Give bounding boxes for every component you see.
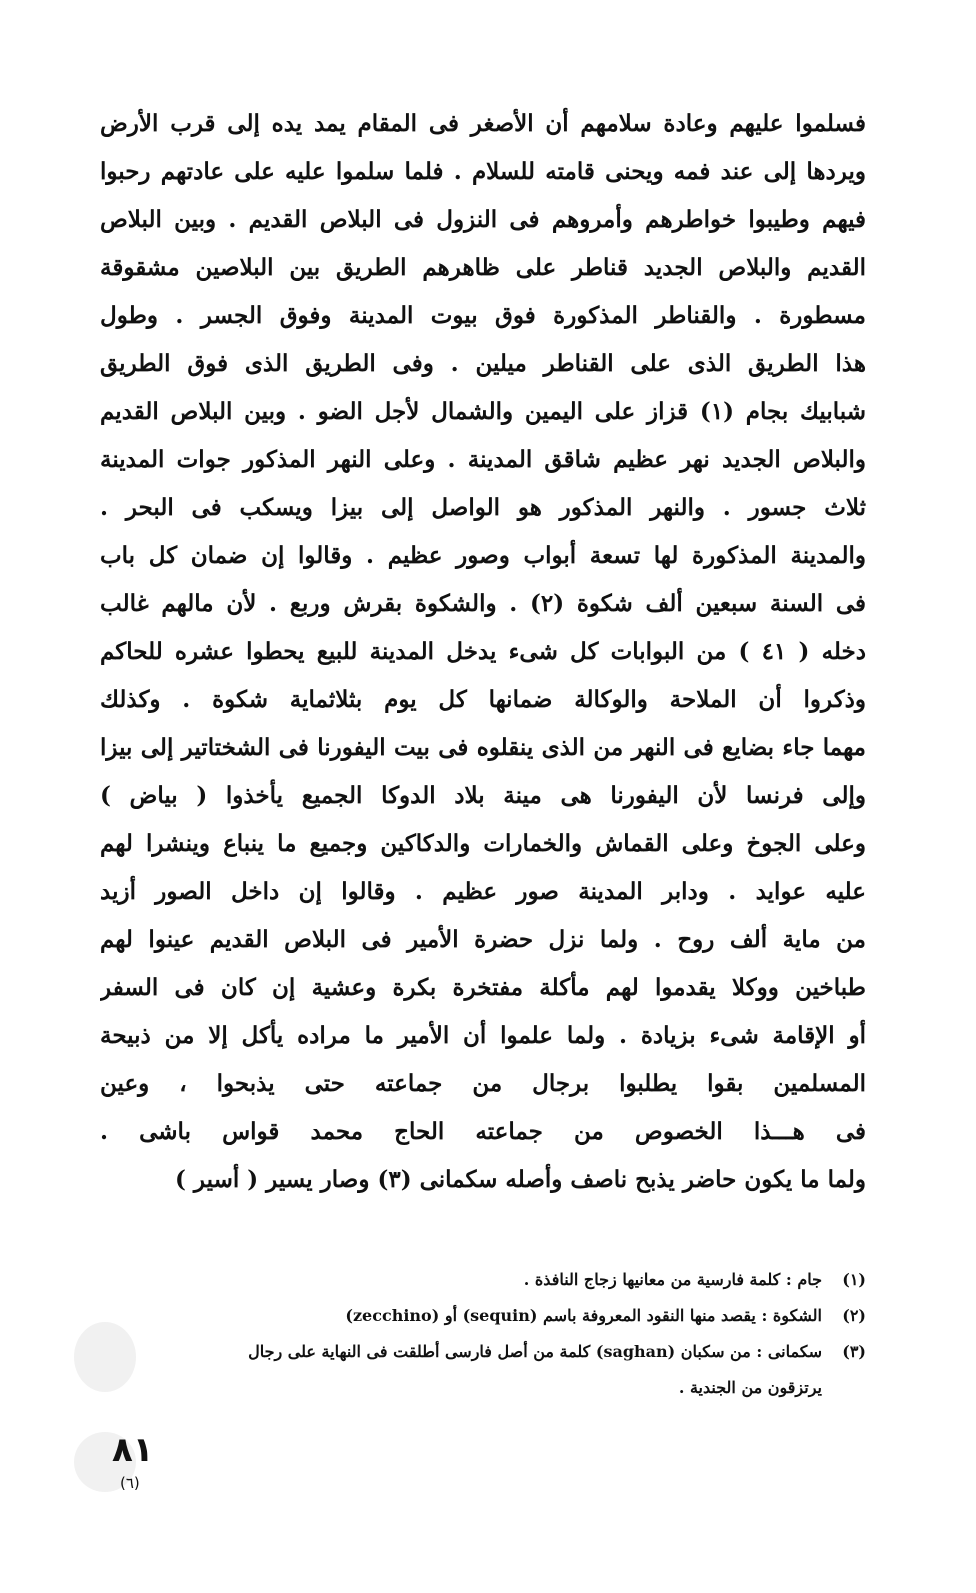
- text-line: وعلى الجوخ وعلى القماش والخمارات والدكاكين وجميع ما ينباع وينشرا لهم: [100, 830, 866, 857]
- text-line: فى هـــذا الخصوص من جماعته الحاج محمد قواس باشى .: [100, 1118, 866, 1145]
- text-line: والبلاص الجديد نهر عظيم شاقق المدينة . وعلى النهر المذكور جوات المدينة: [100, 446, 866, 473]
- text-line: القديم والبلاص الجديد قناطر على ظاهرهم الطريق بين البلاصين مشقوقة: [100, 254, 866, 281]
- footnote: [110, 1298, 866, 1334]
- text-line: مهما جاء بضايع فى النهر من الذى ينقلوه فى بيت اليفورنا فى الشختاتير إلى بيزا: [100, 734, 866, 761]
- text-line: دخله ( ٤١ ) من البوابات كل شىء يدخل المدينة للبيع يحطوا عشره للحاكم: [100, 638, 866, 665]
- footnote: [110, 1334, 866, 1370]
- signature-mark: (٦): [120, 1474, 140, 1492]
- text-line: عليه عوايد . ودابر المدينة صور عظيم . وقالوا إن داخل الصور أزيد: [100, 878, 866, 905]
- text-line: مسطورة . والقناطر المذكورة فوق بيوت المدينة وفوق الجسر . وطول: [100, 302, 866, 329]
- text-line: فى السنة سبعين ألف شكوة (٢) . والشكوة بقرش وربع . لأن مالهم غالب: [100, 590, 866, 617]
- text-line: المسلمين بقوا يطلبوا برجال من جماعته حتى يذبحوا ، وعين: [100, 1070, 866, 1097]
- text-line: وذكروا أن الملاحة والوكالة ضمانها كل يوم بثلاثماية شكوة . وكذلك: [100, 686, 866, 713]
- page-stain: [74, 1322, 136, 1392]
- text-line: فيهم وطيبوا خواطرهم وأمروهم فى النزول فى البلاص القديم . وبين البلاص: [100, 206, 866, 233]
- page-number: ٨١: [112, 1430, 154, 1470]
- text-line: من ماية ألف روح . ولما نزل حضرة الأمير فى البلاص القديم عينوا لهم: [100, 926, 866, 953]
- footnote-text: سكمانى : من سكبان (saghan) كلمة من أصل فارسى أطلقت فى النهاية على رجال: [248, 1342, 822, 1361]
- footnote-text: يرتزقون من الجندية .: [678, 1378, 822, 1397]
- footnotes: [110, 1262, 866, 1406]
- footnote-number: (٣): [842, 1342, 866, 1361]
- text-line: شبابيك بجام (١) قزاز على اليمين والشمال لأجل الضو . وبين البلاص القديم: [100, 398, 866, 425]
- footnote-continuation: [110, 1370, 866, 1406]
- footnote-text: جام : كلمة فارسية من معانيها زجاج النافذة .: [523, 1270, 822, 1289]
- text-line: والمدينة المذكورة لها تسعة أبواب وصور عظيم . وقالوا إن ضمان كل باب: [100, 542, 866, 569]
- main-text-block: [100, 100, 866, 1204]
- text-line: هذا الطريق الذى على القناطر ميلين . وفى الطريق الذى فوق الطريق: [100, 350, 866, 377]
- text-line: فسلموا عليهم وعادة سلامهم أن الأصغر فى المقام يمد يده إلى قرب الأرض: [100, 110, 866, 137]
- footnote-text: الشكوة : يقصد منها النقود المعروفة باسم (sequin) أو (zecchino): [345, 1306, 822, 1325]
- text-line: ويردها إلى عند فمه ويحنى قامته للسلام . فلما سلموا عليه على عادتهم رحبوا: [100, 158, 866, 185]
- footnote-number: (١): [842, 1270, 866, 1289]
- text-line: أو الإقامة شىء بزيادة . ولما علموا أن الأمير ما مراده يأكل إلا من ذبيحة: [100, 1022, 866, 1049]
- footnote-number: (٢): [842, 1306, 866, 1325]
- text-line: طباخين ووكلا يقدموا لهم مأكلة مفتخرة بكرة وعشية إن كان فى السفر: [100, 974, 866, 1001]
- text-line: ولما ما يكون حاضر يذبح ناصف وأصله سكمانى (٣) وصار يسير ( أسير ): [175, 1166, 866, 1193]
- footnote: [110, 1262, 866, 1298]
- text-line: وإلى فرنسا لأن اليفورنا هى مينة بلاد الدوكا الجميع يأخذوا ( بياض ): [100, 782, 866, 809]
- text-line: ثلاث جسور . والنهر المذكور هو الواصل إلى بيزا ويسكب فى البحر .: [100, 494, 866, 521]
